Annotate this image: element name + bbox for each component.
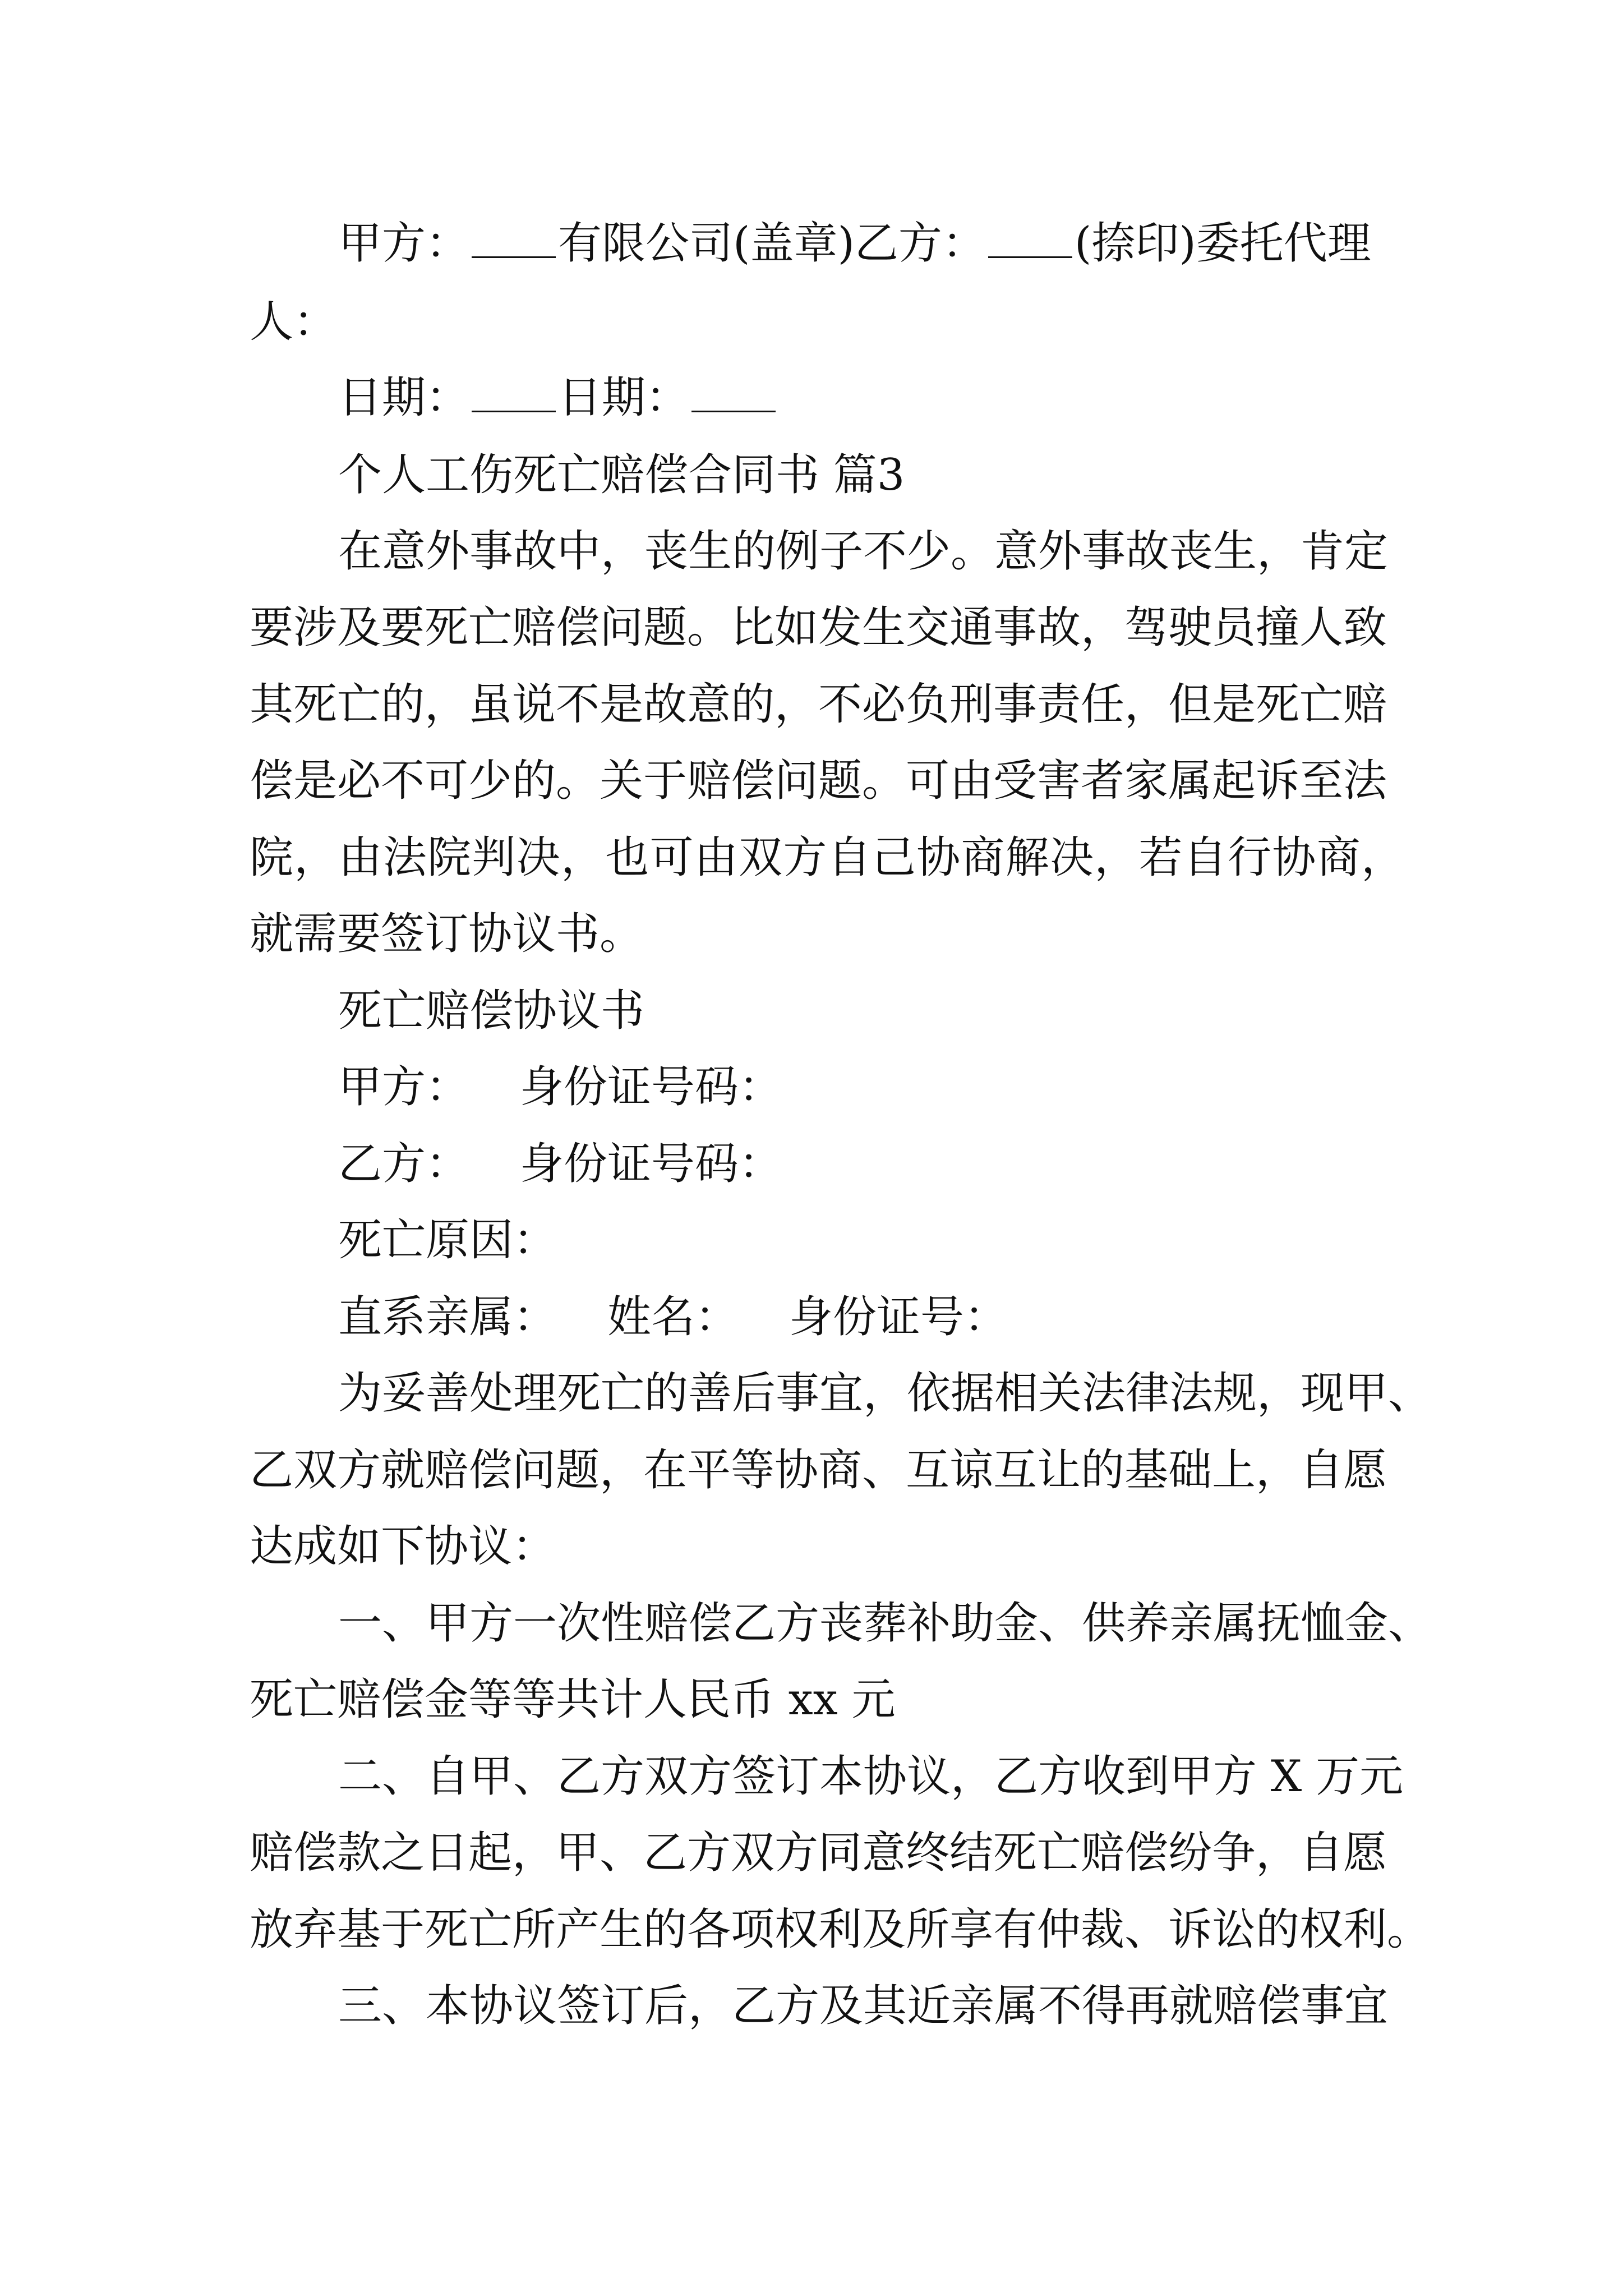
party-a-label: 甲方： [338, 1062, 470, 1112]
party-b-blank [988, 222, 1072, 258]
date-label-b: 日期： [558, 372, 690, 423]
intro-line-3: 其死亡的，虽说不是故意的，不必负刑事责任，但是死亡赔 [250, 679, 1387, 730]
clause-1-line-2: 死亡赔偿金等等共计人民币 xx 元 [250, 1674, 896, 1725]
clause-3-line-1: 三、本协议签订后，乙方及其近亲属不得再就赔偿事宜 [338, 1981, 1389, 2031]
intro-line-5: 院，由法院判决，也可由双方自己协商解决，若自行协商， [250, 832, 1405, 883]
party-a-id-label: 身份证号码： [520, 1062, 783, 1112]
party-a-blank [472, 222, 556, 258]
party-b-text: (捺印)委托代理 [1074, 218, 1371, 269]
agent-tail: 人： [250, 297, 338, 347]
preamble-line-1: 为妥善处理死亡的善后事宜，依据相关法律法规，现甲、 [338, 1368, 1432, 1419]
party-a-label: 甲方： [338, 218, 470, 269]
date-line [338, 372, 778, 423]
party-b-label: 乙方： [854, 218, 986, 269]
intro-line-6: 就需要签订协议书。 [250, 909, 644, 959]
clause-1-line-1: 一、甲方一次性赔偿乙方丧葬补助金、供养亲属抚恤金、 [338, 1598, 1432, 1649]
party-b-id-label: 身份证号码： [520, 1139, 783, 1189]
date-a-blank [472, 376, 556, 412]
section-heading: 个人工伤死亡赔偿合同书 篇3 [338, 450, 905, 500]
date-label-a: 日期： [338, 372, 470, 423]
party-b-field [338, 1139, 783, 1189]
party-b-label: 乙方： [338, 1139, 470, 1189]
intro-line-2: 要涉及要死亡赔偿问题。比如发生交通事故，驾驶员撞人致 [250, 602, 1387, 653]
intro-line-4: 偿是必不可少的。关于赔偿问题。可由受害者家属起诉至法 [250, 756, 1387, 806]
clause-2-line-2: 赔偿款之日起，甲、乙方双方同意终结死亡赔偿纷争，自愿 [250, 1828, 1387, 1878]
clause-2-line-3: 放弃基于死亡所产生的各项权利及所享有仲裁、诉讼的权利。 [250, 1904, 1431, 1955]
clause-2-line-1: 二、自甲、乙方双方签订本协议，乙方收到甲方 X 万元 [338, 1751, 1404, 1802]
preamble-line-3: 达成如下协议： [250, 1521, 556, 1572]
party-a-field [338, 1062, 783, 1112]
preamble-line-2: 乙双方就赔偿问题，在平等协商、互谅互让的基础上，自愿 [250, 1445, 1387, 1496]
agreement-title: 死亡赔偿协议书 [338, 986, 645, 1036]
party-a-company: 有限公司(盖章) [558, 218, 855, 269]
intro-line-1: 在意外事故中，丧生的例子不少。意外事故丧生，肯定 [338, 526, 1389, 577]
relative-name-label: 姓名： [607, 1292, 739, 1342]
date-b-blank [691, 376, 776, 412]
relative-label: 直系亲属： [338, 1292, 557, 1342]
signature-line [338, 218, 1371, 269]
relative-field [338, 1292, 1008, 1342]
cause-field: 死亡原因： [338, 1215, 557, 1266]
relative-id-label: 身份证号： [789, 1292, 1008, 1342]
